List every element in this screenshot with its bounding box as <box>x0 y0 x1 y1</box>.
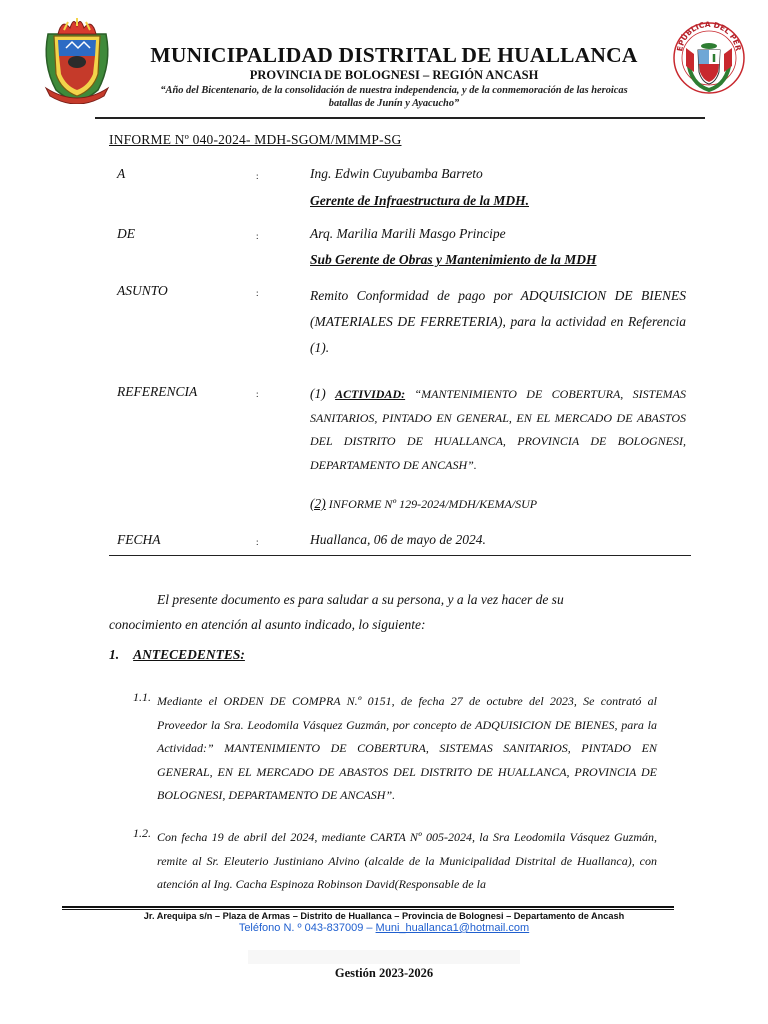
section-title: ANTECEDENTES: <box>133 647 245 662</box>
footer-blank-box <box>248 950 520 964</box>
header-divider <box>95 117 705 119</box>
to-name: Ing. Edwin Cuyubamba Barreto <box>310 166 483 181</box>
province-region-subtitle: PROVINCIA DE BOLOGNESI – REGIÓN ANCASH <box>249 68 539 82</box>
from-label: DE <box>117 226 135 241</box>
reference-2-number: (2) <box>310 496 326 511</box>
footer-administration-period: Gestión 2023-2026 <box>334 966 434 980</box>
footer-divider-thin <box>62 909 674 910</box>
footer-divider-thick <box>62 906 674 908</box>
reference-2-text: INFORME Nº 129-2024/MDH/KEMA/SUP <box>328 497 538 511</box>
paragraph-2-number: 1.2. <box>133 826 151 840</box>
memo-divider <box>109 555 691 556</box>
reference-1-activity-label: ACTIVIDAD: <box>335 387 406 401</box>
reference-1-text: “MANTENIMIENTO DE COBERTURA, SISTEMAS SANITARIOS, PINTADO EN GENERAL, EN EL MERCADO DE ABASTOS DEL DISTRITO DE HUALLANCA, PROVINCIA DE BOLOGNESI, DEPARTAMENTO DE ANCASH”. <box>310 387 686 472</box>
section-heading <box>109 647 245 663</box>
to-colon: : <box>256 171 259 181</box>
footer-contact <box>0 922 768 934</box>
section-number: 1. <box>109 647 120 662</box>
reference-1 <box>310 382 686 477</box>
municipal-coat-of-arms-icon <box>38 14 116 104</box>
paragraph-1-text: Mediante el ORDEN DE COMPRA N.º 0151, de fecha 27 de octubre del 2023, Se contrató al Proveedor la Sra. Leodomila Vásquez Guzmán, por concepto de ADQUISICION DE BIENES, para la Actividad:” MANTENIMIENTO DE COBERTURA, SISTEMAS SANITARIOS, PINTADO EN GENERAL, EN EL MERCADO DE ABASTOS DEL DISTRITO DE HUALLANCA, PROVINCIA DE BOLOGNESI, DEPARTAMENTO DE ANCASH”. <box>157 694 657 802</box>
date-text: Huallanca, 06 de mayo de 2024. <box>310 532 486 547</box>
seal-text: EPÚBLICA DEL PER <box>675 19 743 52</box>
reference-label: REFERENCIA <box>117 384 198 399</box>
reference-colon: : <box>256 389 259 399</box>
motto-line-1: “Año del Bicentenario, de la consolidación de nuestra independencia, y de la conmemoración de las heroicas <box>160 85 628 96</box>
to-role: Gerente de Infraestructura de la MDH. <box>310 193 529 208</box>
footer-phone: Teléfono N. º 043-837009 – <box>238 922 376 934</box>
footer-address: Jr. Arequipa s/n – Plaza de Armas – Distrito de Huallanca – Provincia de Bolognesi – Departamento de Ancash <box>143 911 625 921</box>
subject-colon: : <box>256 288 259 298</box>
reference-1-number: (1) <box>310 386 326 401</box>
official-year-motto <box>120 85 668 110</box>
motto-line-2: batallas de Junín y Ayacucho” <box>328 97 460 109</box>
peru-national-seal-icon <box>672 14 746 102</box>
date-label: FECHA <box>117 532 161 547</box>
subject-text: Remito Conformidad de pago por ADQUISICION DE BIENES (MATERIALES DE FERRETERIA), para la actividad en Referencia (1). <box>310 288 686 355</box>
reference-2 <box>310 496 537 512</box>
report-number-title: INFORME Nº 040-2024- MDH-SGOM/MMMP-SG <box>109 132 402 147</box>
paragraph-1-number: 1.1. <box>133 690 151 704</box>
municipality-title: MUNICIPALIDAD DISTRITAL DE HUALLANCA <box>150 43 638 67</box>
paragraph-2-text: Con fecha 19 de abril del 2024, mediante CARTA Nº 005-2024, la Sra Leodomila Vásquez Guzmán, remite al Sr. Eleuterio Justiniano Alvino (alcalde de la Municipalidad Distrital de Huallanca), con atención al Ing. Cacha Espinoza Robinson David(Responsable de la <box>157 830 657 891</box>
date-colon: : <box>256 537 259 547</box>
footer-email-link[interactable]: Muni_huallanca1@hotmail.com <box>375 922 530 934</box>
to-label: A <box>117 166 126 181</box>
from-name: Arq. Marilia Marili Masgo Principe <box>310 226 506 241</box>
subject-label: ASUNTO <box>117 283 168 298</box>
from-colon: : <box>256 231 259 241</box>
intro-paragraph: El presente documento es para saludar a su persona, y a la vez hacer de su conocimiento en atención al asunto indicado, lo siguiente: <box>109 592 564 632</box>
from-role: Sub Gerente de Obras y Mantenimiento de la MDH <box>310 252 597 267</box>
